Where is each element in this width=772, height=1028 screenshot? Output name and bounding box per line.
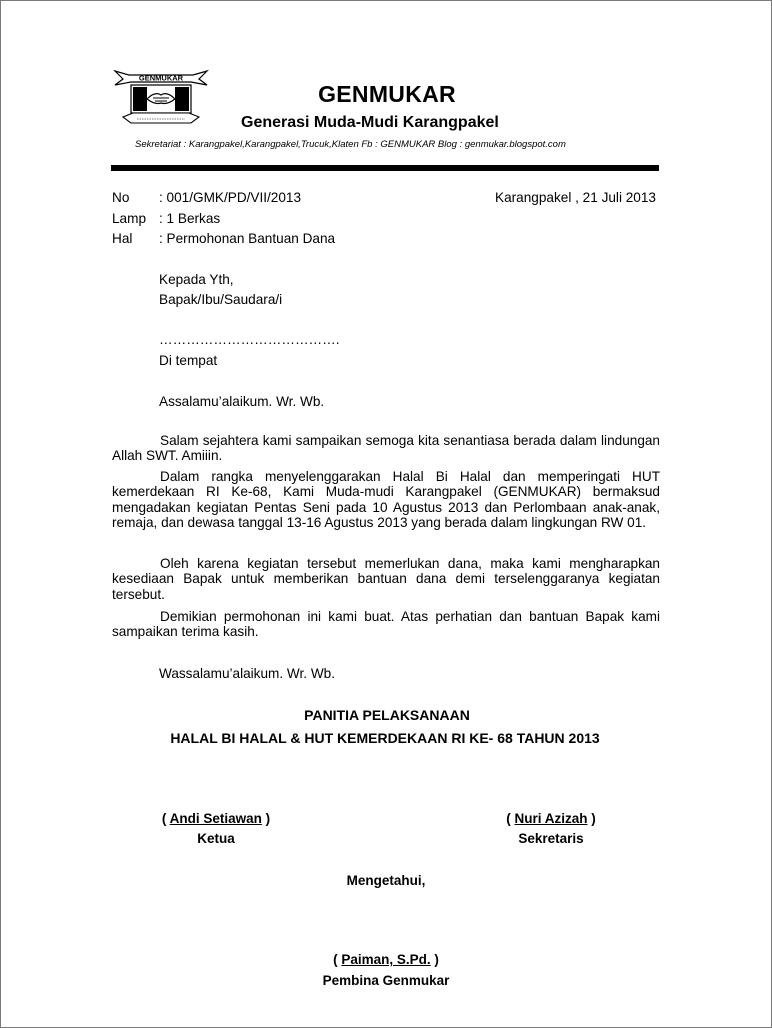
- closing: Wassalamu’alaikum. Wr. Wb.: [159, 666, 336, 681]
- sekretaris-name: Nuri Azizah: [514, 811, 588, 826]
- pembina-role: Pembina Genmukar: [322, 973, 450, 988]
- lamp-label: Lamp: [112, 211, 147, 226]
- org-address: Sekretariat : Karangpakel,Karangpakel,Trucuk,Klaten Fb : GENMUKAR Blog : genmukar.blogspot.com: [135, 139, 566, 150]
- paren-close: ): [587, 811, 596, 826]
- paren-open: (: [333, 952, 342, 967]
- pembina-name: Paiman, S.Pd.: [341, 952, 431, 967]
- ketua-signature: [121, 811, 311, 826]
- no-value: : 001/GMK/PD/VII/2013: [159, 190, 302, 205]
- paren-close: ): [261, 811, 271, 826]
- recipient-line2: Bapak/Ibu/Saudara/i: [159, 292, 283, 307]
- ketua-name: Andi Setiawan: [169, 811, 262, 826]
- paragraph-3: Oleh karena kegiatan tersebut memerlukan dana, maka kami mengharapkan kesediaan Bapak untuk memberikan bantuan dana demi terselenggaranya kegiatan tersebut.: [112, 556, 660, 602]
- paren-open: (: [506, 811, 515, 826]
- paren-close: ): [430, 952, 439, 967]
- pembina-signature: [291, 952, 481, 967]
- paragraph-4: Demikian permohonan ini kami buat. Atas perhatian dan bantuan Bapak kami sampaikan terima kasih.: [112, 609, 660, 640]
- letter-date: Karangpakel , 21 Juli 2013: [495, 190, 656, 205]
- paren-open: (: [161, 811, 170, 826]
- org-name: GENMUKAR: [318, 81, 456, 107]
- acknowledged-label: Mengetahui,: [346, 873, 426, 888]
- paragraph-2: Dalam rangka menyelenggarakan Halal Bi Halal dan memperingati HUT kemerdekaan RI Ke-68, Kami Muda-mudi Karangpakel (GENMUKAR) bermaksud mengadakan kegiatan Pentas Seni pada 10 Agustus 2013 dan Perlombaan anak-anak, remaja, dan dewasa tanggal 13-16 Agustus 2013 yang berada dalam lingkungan RW 01.: [112, 469, 660, 531]
- committee-line1: PANITIA PELAKSANAAN: [304, 707, 470, 723]
- recipient-line1: Kepada Yth,: [159, 272, 234, 287]
- logo-banner-text: GENMUKAR: [138, 73, 184, 83]
- no-label: No: [112, 190, 130, 205]
- sekretaris-signature: [456, 811, 646, 826]
- hal-value: : Permohonan Bantuan Dana: [159, 231, 336, 246]
- committee-line2: HALAL BI HALAL & HUT KEMERDEKAAN RI KE- 68 TAHUN 2013: [170, 730, 600, 746]
- org-subtitle: Generasi Muda-Mudi Karangpakel: [241, 114, 499, 131]
- ketua-role: Ketua: [197, 831, 235, 846]
- recipient-dots: ………………………………….: [159, 332, 340, 347]
- greeting: Assalamu’alaikum. Wr. Wb.: [159, 394, 325, 409]
- lamp-value: : 1 Berkas: [159, 211, 221, 226]
- paragraph-1: Salam sejahtera kami sampaikan semoga kita senantiasa berada dalam lindungan Allah SWT. Amiiin.: [112, 433, 660, 464]
- recipient-place: Di tempat: [159, 353, 218, 368]
- header-rule: [111, 165, 659, 171]
- hal-label: Hal: [112, 231, 133, 246]
- sekretaris-role: Sekretaris: [518, 831, 584, 846]
